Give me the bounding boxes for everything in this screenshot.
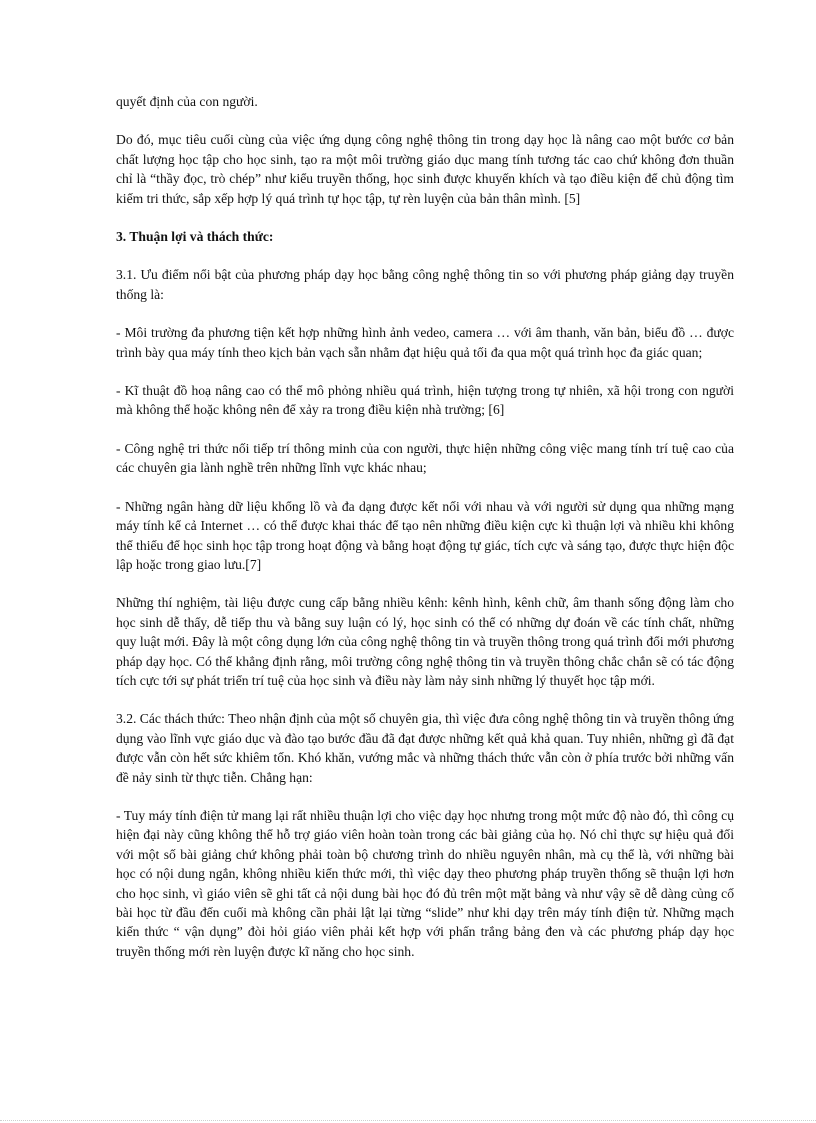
section-heading: 3. Thuận lợi và thách thức: [116, 229, 274, 245]
bullet-graphics: - Kĩ thuật đồ hoạ nâng cao có thể mô phỏng nhiều quá trình, hiện tượng trong tự nhiên, xã hội trong con người mà không thể hoặc không nên để xảy ra trong điều kiện nhà trường; [6] [116, 383, 734, 418]
paragraph-advantages-intro: 3.1. Ưu điểm nổi bật của phương pháp dạy học bằng công nghệ thông tin so với phương pháp giảng dạy truyền thống là: [116, 267, 734, 302]
page-bottom-rule [0, 1120, 816, 1121]
bullet-computer-limits: - Tuy máy tính điện tử mang lại rất nhiều thuận lợi cho việc dạy học nhưng trong một mức độ nào đó, thì công cụ hiện đại này cũng không thể hỗ trợ giáo viên hoàn toàn trong các bài giảng của họ. Nó chỉ thực sự hiệu quả đối với một số bài giảng chứ không phải toàn bộ chương trình do nhiều nguyên nhân, mà cụ thể là, với những bài học có nội dung ngắn, không nhiều kiến thức mới, thì việc dạy theo phương pháp truyền thống sẽ thuận lợi hơn cho học sinh, vì giáo viên sẽ ghi tất cả nội dung bài học đó đủ trên một mặt bảng và như vậy sẽ dễ dàng củng cố bài học từ đầu đến cuối mà không cần phải lật lại từng “slide” như khi dạy trên máy tính điện tử. Những mạch kiến thức “ vận dụng” đòi hỏi giáo viên phải kết hợp với phấn trắng bảng đen và các phương pháp dạy học truyền thống mới rèn luyện được kĩ năng cho học sinh. [116, 807, 734, 959]
bullet-data-banks: - Những ngân hàng dữ liệu khổng lồ và đa dạng được kết nối với nhau và với người sử dụng qua những mạng máy tính kể cả Internet … có thể được khai thác để tạo nên những điều kiện cực kì thuận lợi và nhiều khi không thể thiếu để học sinh học tập trong hoạt động và bằng hoạt động tự giác, tích cực và sáng tạo, được thực hiện độc lập hoặc trong giao lưu.[7] [116, 498, 734, 572]
paragraph-experiments: Những thí nghiệm, tài liệu được cung cấp bằng nhiều kênh: kênh hình, kênh chữ, âm thanh sống động làm cho học sinh dễ thấy, dễ tiếp thu và bằng suy luận có lý, học sinh có thể có những dự đoán về các tính chất, những quy luật mới. Đây là một công dụng lớn của công nghệ thông tin và truyền thông trong quá trình đổi mới phương pháp dạy học. Có thể khẳng định rằng, môi trường công nghệ thông tin và truyền thông chắc chắn sẽ có tác động tích cực tới sự phát triển trí tuệ của học sinh và điều này làm nảy sinh những lý thuyết học tập mới. [116, 595, 734, 688]
bullet-knowledge-tech: - Công nghệ tri thức nối tiếp trí thông minh của con người, thực hiện những công việc mang tính trí tuệ cao của các chuyên gia lành nghề trên những lĩnh vực khác nhau; [116, 440, 734, 476]
paragraph-goal: Do đó, mục tiêu cuối cùng của việc ứng dụng công nghệ thông tin trong dạy học là nâng cao một bước cơ bản chất lượng học tập cho học sinh, tạo ra một môi trường giáo dục mang tính tương tác cao chứ không đơn thuần chỉ là “thầy đọc, trò chép” như kiểu truyền thống, học sinh được khuyến khích và tạo điều kiện để chủ động tìm kiếm tri thức, sắp xếp hợp lý quá trình tự học tập, tự rèn luyện của bản thân mình. [5] [116, 132, 734, 206]
bullet-multimedia: - Môi trường đa phương tiện kết hợp những hình ảnh vedeo, camera … với âm thanh, văn bản, biểu đồ … được trình bày qua máy tính theo kịch bản vạch sẵn nhằm đạt hiệu quả tối đa qua một quá trình học đa giác quan; [116, 325, 734, 360]
paragraph-continuation: quyết định của con người. [116, 94, 258, 109]
paragraph-challenges: 3.2. Các thách thức: Theo nhận định của một số chuyên gia, thì việc đưa công nghệ thông tin và truyền thông ứng dụng vào lĩnh vực giáo dục và đào tạo bước đầu đã đạt được những kết quả khả quan. Tuy nhiên, những gì đã đạt được vẫn còn hết sức khiêm tốn. Khó khăn, vướng mắc và những thách thức vẫn còn ở phía trước bởi những vấn đề nảy sinh từ thực tiễn. Chẳng hạn: [116, 711, 734, 785]
document-page [116, 92, 734, 980]
